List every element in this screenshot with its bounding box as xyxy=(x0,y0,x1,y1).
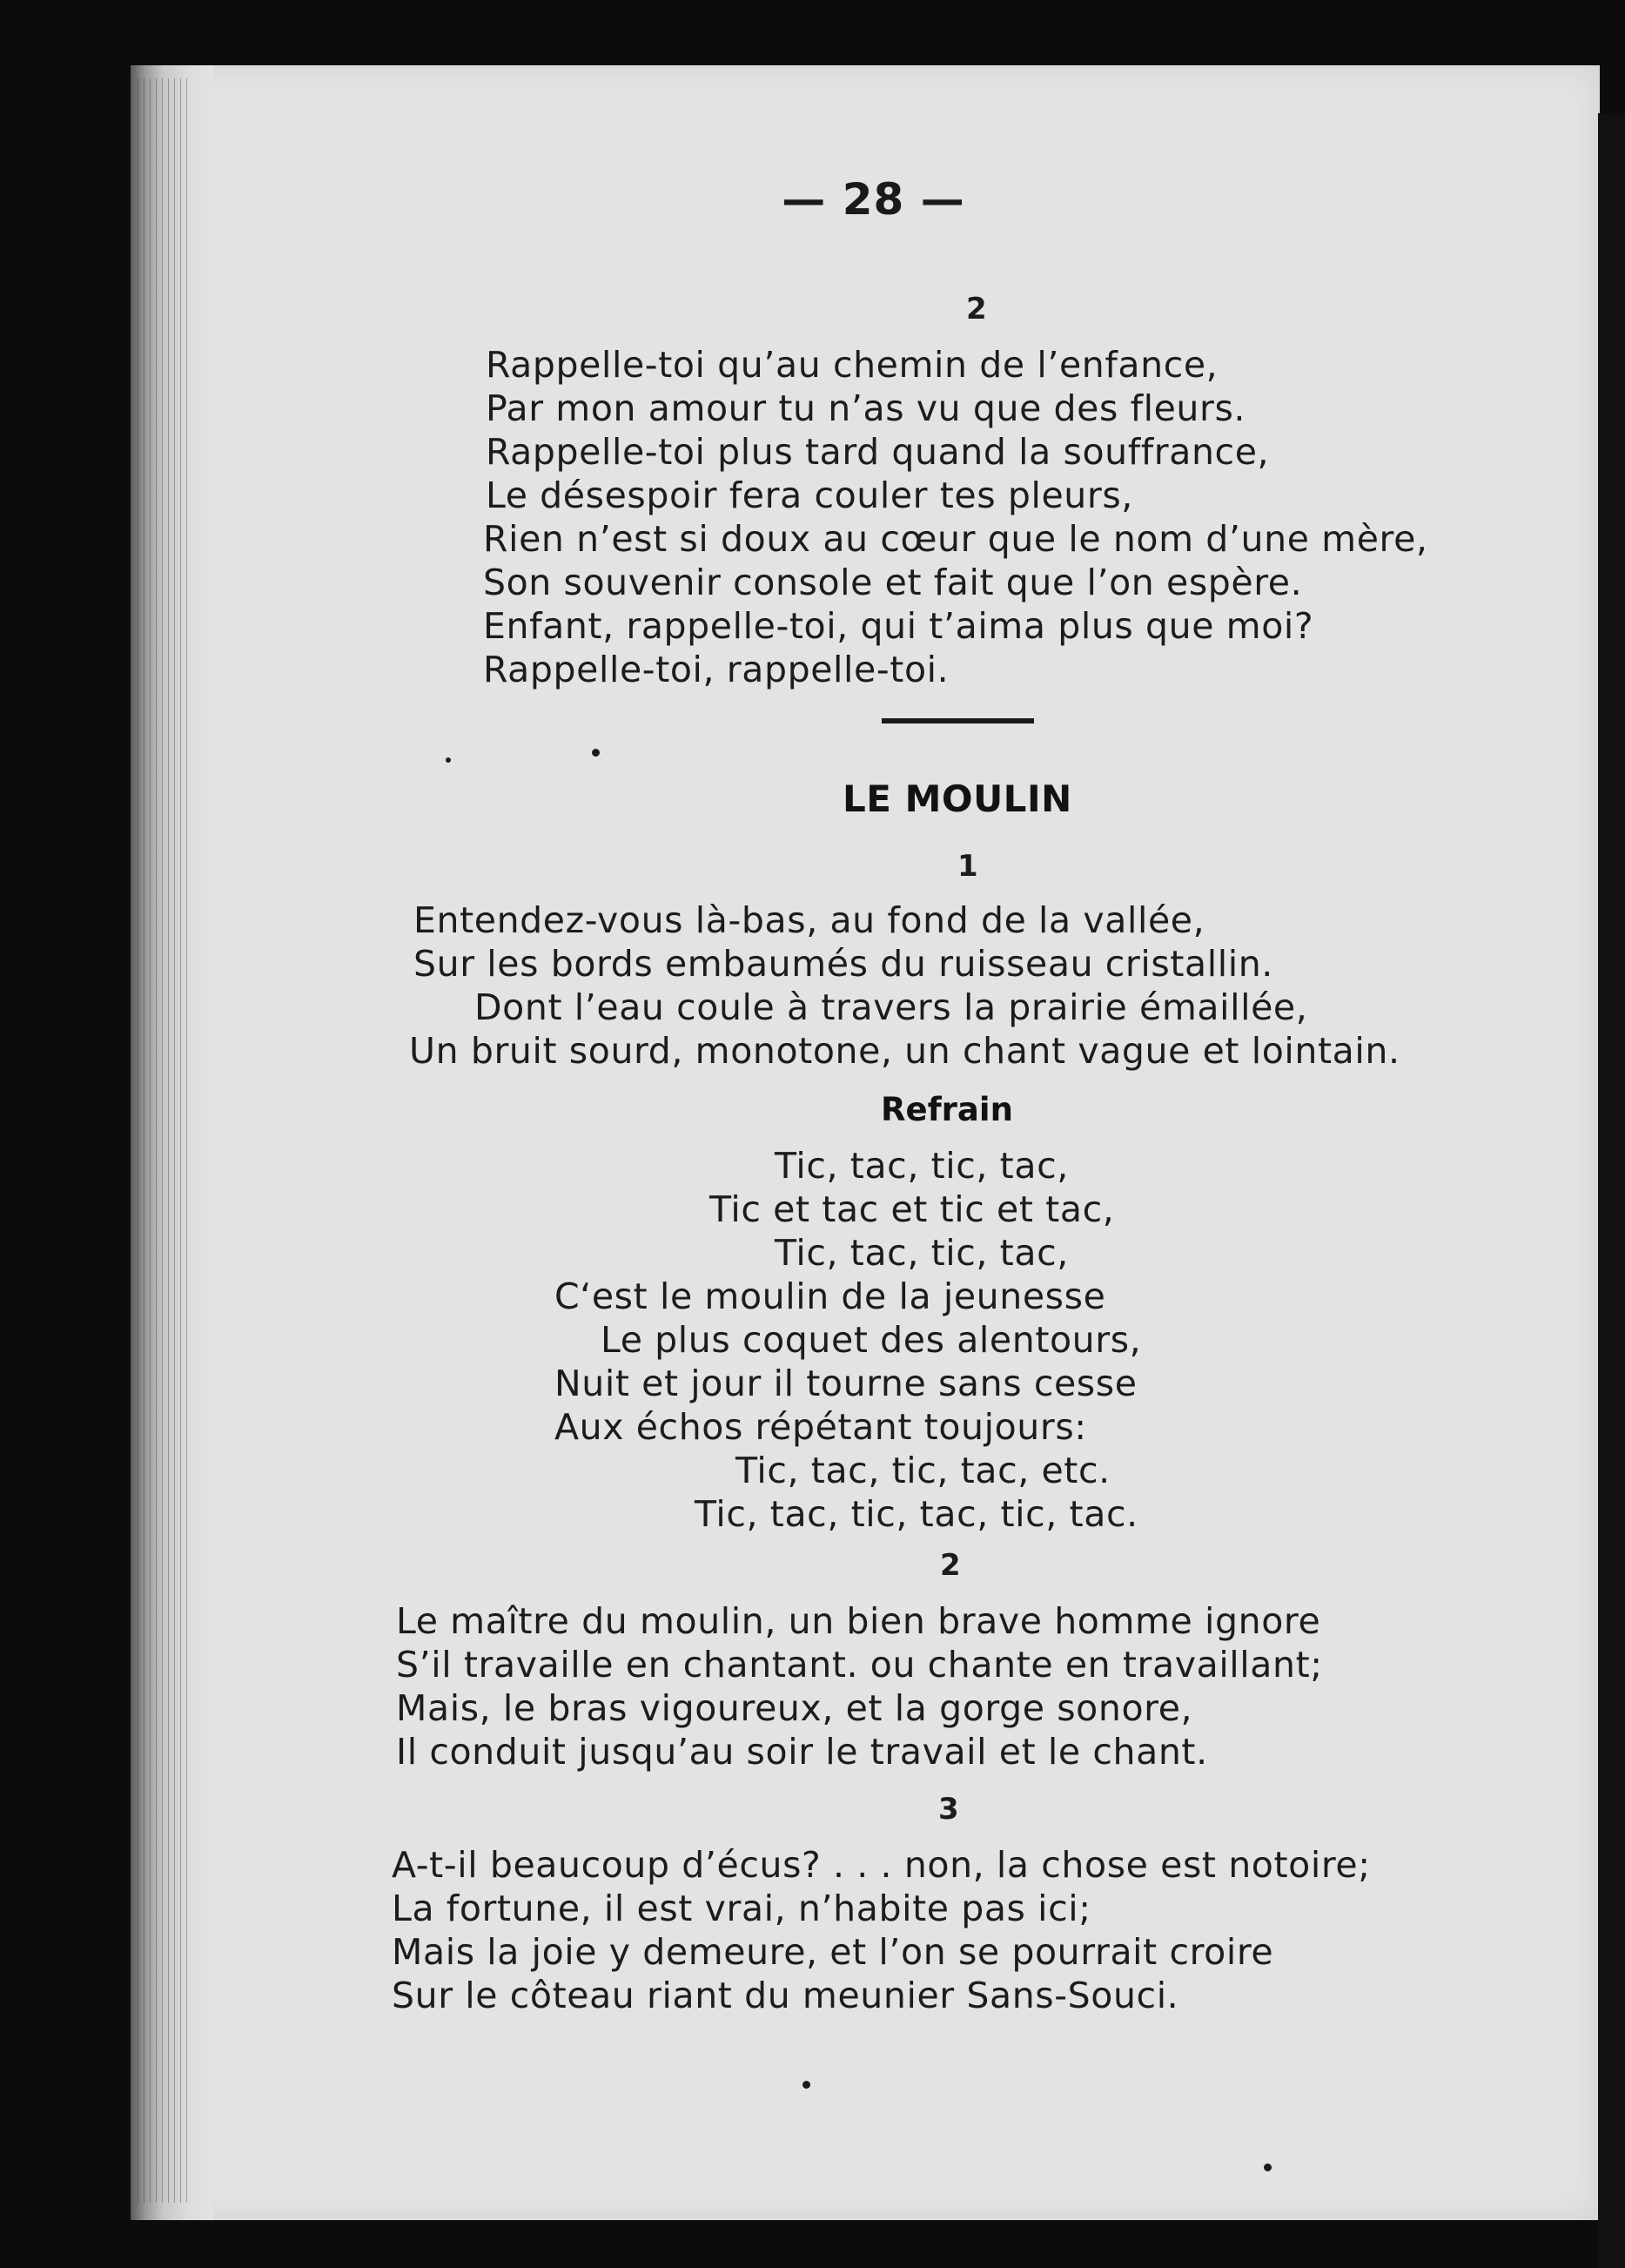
verse-line: Le maître du moulin, un bien brave homme ignore xyxy=(396,1600,1321,1642)
verse-line: Rappelle-toi plus tard quand la souffrance, xyxy=(486,431,1270,473)
verse-line: Dont l’eau coule à travers la prairie émaillée, xyxy=(474,986,1308,1028)
verse-line: Un bruit sourd, monotone, un chant vague et lointain. xyxy=(409,1030,1400,1072)
stanza-number: 1 xyxy=(957,849,978,884)
verse-line: Son souvenir console et fait que l’on espère. xyxy=(483,562,1303,603)
speck xyxy=(446,757,451,763)
refrain-line: Nuit et jour il tourne sans cesse xyxy=(554,1363,1138,1404)
verse-line: Mais, le bras vigoureux, et la gorge sonore, xyxy=(396,1687,1193,1729)
refrain-line: Aux échos répétant toujours: xyxy=(554,1406,1087,1448)
verse-line: Mais la joie y demeure, et l’on se pourrait croire xyxy=(392,1931,1274,1973)
verse-line: Il conduit jusqu’au soir le travail et le chant. xyxy=(396,1731,1208,1773)
song-title: LE MOULIN xyxy=(843,777,1072,820)
verse-line: Rien n’est si doux au cœur que le nom d’une mère, xyxy=(483,518,1428,560)
verse-line: Sur les bords embaumés du ruisseau cristallin. xyxy=(413,943,1273,985)
verse-line: A-t-il beaucoup d’écus? . . . non, la chose est notoire; xyxy=(392,1844,1371,1886)
speck xyxy=(1264,2164,1272,2171)
section-divider xyxy=(882,718,1034,723)
stanza-number: 3 xyxy=(938,1792,959,1827)
page-edge-lines xyxy=(138,78,190,2203)
refrain-line: Tic, tac, tic, tac, xyxy=(775,1232,1069,1274)
speck xyxy=(592,749,600,757)
stanza-number: 2 xyxy=(966,292,987,326)
verse-line: Rappelle-toi qu’au chemin de l’enfance, xyxy=(486,344,1219,386)
refrain-line: Tic et tac et tic et tac, xyxy=(709,1188,1115,1230)
verse-line: Sur le côteau riant du meunier Sans-Souci. xyxy=(392,1975,1179,2016)
verse-line: La fortune, il est vrai, n’habite pas ici; xyxy=(392,1888,1091,1929)
refrain-label: Refrain xyxy=(881,1091,1013,1128)
verse-line: S’il travaille en chantant. ou chante en travaillant; xyxy=(396,1644,1323,1686)
verse-line: Rappelle-toi, rappelle-toi. xyxy=(483,649,950,690)
page-number: — 28 — xyxy=(782,174,965,225)
verse-line: Entendez-vous là-bas, au fond de la vallée, xyxy=(413,899,1205,941)
verse-line: Par mon amour tu n’as vu que des fleurs. xyxy=(486,387,1246,429)
verse-line: Le désespoir fera couler tes pleurs, xyxy=(486,474,1133,516)
refrain-line: Tic, tac, tic, tac, etc. xyxy=(735,1450,1111,1491)
next-page-edge xyxy=(1598,113,1625,2268)
refrain-line: Tic, tac, tic, tac, tic, tac. xyxy=(695,1493,1138,1535)
speck xyxy=(802,2081,810,2089)
refrain-line: Le plus coquet des alentours, xyxy=(601,1319,1142,1361)
verse-line: Enfant, rappelle-toi, qui t’aima plus que moi? xyxy=(483,605,1314,647)
refrain-line: C‘est le moulin de la jeunesse xyxy=(554,1275,1106,1317)
stanza-number: 2 xyxy=(940,1548,961,1583)
refrain-line: Tic, tac, tic, tac, xyxy=(775,1145,1069,1187)
